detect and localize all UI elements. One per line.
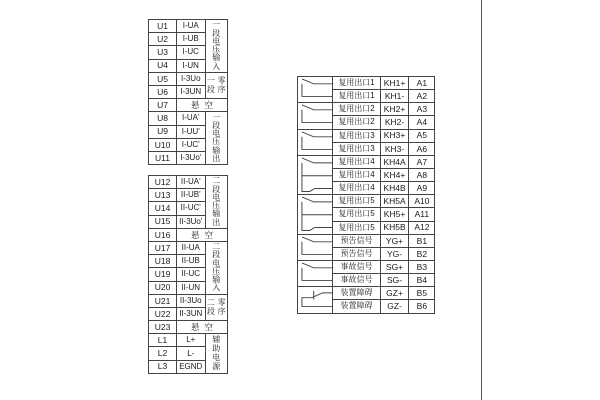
group-label-char: 辅 — [212, 335, 221, 345]
output-terminal-cell: KH3+ — [381, 130, 410, 143]
signal-name-cell: I-UN — [177, 60, 206, 73]
pin-id-cell: A4 — [409, 116, 435, 129]
group-label-char: 段 — [212, 250, 221, 260]
output-terminal-cell: GZ+ — [381, 287, 410, 300]
output-terminal-cell: KH4B — [381, 182, 410, 195]
signal-name-cell: II-UB — [177, 255, 206, 268]
terminal-id-cell: U18 — [149, 255, 177, 268]
pin-id-cell: B2 — [409, 248, 435, 261]
terminal-id-cell: U13 — [149, 189, 177, 202]
signal-name-cell: I-3Uo' — [177, 152, 206, 165]
group-label-char: 电 — [212, 258, 221, 268]
terminal-id-cell: U2 — [149, 33, 177, 46]
pin-id-cell: B6 — [409, 300, 435, 313]
output-terminal-cell: KH5A — [381, 195, 410, 208]
terminal-id-cell: U5 — [149, 73, 177, 86]
terminal-id-cell: U9 — [149, 126, 177, 139]
output-terminal-cell: YG+ — [381, 235, 410, 248]
output-name-cell: 复用出口5 — [333, 208, 380, 221]
normally-open-contact-icon — [298, 235, 332, 260]
voltage-terminal-table-2 — [148, 175, 228, 374]
signal-name-cell: II-UA — [177, 242, 206, 255]
normally-open-contact-icon — [298, 103, 332, 128]
contact-symbol-cell — [298, 195, 333, 234]
output-terminal-cell: KH1+ — [381, 77, 410, 90]
output-name-cell: 复用出口1 — [333, 90, 380, 103]
group-label-char: 入 — [212, 61, 221, 71]
terminal-id-cell: U23 — [149, 321, 177, 334]
output-name-cell: 预告信号 — [333, 235, 380, 248]
output-name-cell: 复用出口4 — [333, 169, 380, 182]
contact-symbol-cell — [298, 287, 333, 313]
group-label-char: 输 — [212, 53, 221, 63]
pin-id-cell: A12 — [409, 222, 435, 235]
terminal-id-cell: U22 — [149, 308, 177, 321]
terminal-id-cell: U15 — [149, 216, 177, 229]
signal-name-cell: I-UC — [177, 46, 206, 59]
output-terminal-cell: GZ- — [381, 300, 410, 313]
pin-id-cell: A11 — [409, 208, 435, 221]
group-label-char: 段 — [212, 28, 221, 38]
terminal-id-cell: U4 — [149, 60, 177, 73]
terminal-id-cell: U10 — [149, 139, 177, 152]
contact-symbol-cell — [298, 103, 333, 129]
normally-open-contact-icon — [298, 77, 332, 102]
pin-id-cell: B1 — [409, 235, 435, 248]
signal-name-cell: L+ — [177, 334, 206, 347]
terminal-id-cell: U7 — [149, 99, 177, 112]
group-description-label — [206, 73, 229, 99]
group-label-char: 输 — [212, 275, 221, 285]
pin-id-cell: B5 — [409, 287, 435, 300]
page-divider-line — [481, 0, 482, 400]
output-name-cell: 复用出口1 — [333, 77, 380, 90]
group-label-char: 输 — [212, 145, 221, 155]
terminal-id-cell: U17 — [149, 242, 177, 255]
output-name-cell: 复用出口2 — [333, 116, 380, 129]
group-label-char: 二 — [206, 297, 215, 307]
group-description-label — [206, 295, 229, 321]
output-name-cell: 复用出口5 — [333, 222, 380, 235]
group-label-char: 序 — [217, 85, 226, 95]
signal-name-cell: II-3Uo' — [177, 216, 206, 229]
output-name-cell: 复用出口3 — [333, 130, 380, 143]
output-terminal-cell: KH5B — [381, 222, 410, 235]
signal-name-cell: 悬空 — [177, 229, 228, 242]
group-description-label — [206, 176, 229, 229]
output-name-cell: 装置障碍 — [333, 300, 380, 313]
signal-name-cell: 悬空 — [177, 321, 228, 334]
group-description-label — [206, 334, 229, 374]
voltage-terminal-table-1 — [148, 19, 228, 165]
terminal-id-cell: U8 — [149, 112, 177, 125]
group-label-char: 电 — [212, 352, 221, 362]
signal-name-cell: II-UA' — [177, 176, 206, 189]
output-name-cell: 复用出口4 — [333, 182, 380, 195]
output-name-cell: 复用出口2 — [333, 103, 380, 116]
pin-id-cell: A7 — [409, 156, 435, 169]
signal-name-cell: II-UC — [177, 268, 206, 281]
terminal-id-cell: U14 — [149, 202, 177, 215]
group-label-char: 电 — [212, 36, 221, 46]
signal-name-cell: II-UN — [177, 282, 206, 295]
output-name-cell: 复用出口3 — [333, 143, 380, 156]
signal-name-cell: II-UC' — [177, 202, 206, 215]
group-label-char: 二 — [212, 242, 221, 252]
group-label-char: 出 — [212, 153, 221, 163]
terminal-id-cell: U1 — [149, 20, 177, 33]
contact-symbol-cell — [298, 235, 333, 261]
output-name-cell: 复用出口5 — [333, 195, 380, 208]
terminal-id-cell: U6 — [149, 86, 177, 99]
group-label-char: 零 — [217, 75, 226, 85]
pin-id-cell: A1 — [409, 77, 435, 90]
group-label-char: 段 — [206, 85, 215, 95]
output-name-cell: 事故信号 — [333, 261, 380, 274]
signal-name-cell: EGND — [177, 361, 206, 374]
pin-id-cell: A5 — [409, 130, 435, 143]
pin-id-cell: B3 — [409, 261, 435, 274]
group-label-char: 出 — [212, 217, 221, 227]
output-terminal-cell: KH4A — [381, 156, 410, 169]
signal-name-cell: I-UA' — [177, 112, 206, 125]
signal-name-cell: II-3UN — [177, 308, 206, 321]
signal-name-cell: I-3UN — [177, 86, 206, 99]
output-contact-table — [297, 76, 435, 314]
signal-name-cell: 悬空 — [177, 99, 228, 112]
output-terminal-cell: KH4+ — [381, 169, 410, 182]
normally-open-contact-icon — [298, 261, 332, 286]
output-terminal-cell: KH2- — [381, 116, 410, 129]
terminal-id-cell: U21 — [149, 295, 177, 308]
pin-id-cell: A9 — [409, 182, 435, 195]
output-terminal-cell: KH2+ — [381, 103, 410, 116]
output-terminal-cell: KH5+ — [381, 208, 410, 221]
signal-name-cell: I-UC' — [177, 139, 206, 152]
terminal-id-cell: L1 — [149, 334, 177, 347]
terminal-id-cell: U3 — [149, 46, 177, 59]
signal-name-cell: I-3Uo — [177, 73, 206, 86]
contact-symbol-cell — [298, 77, 333, 103]
signal-name-cell: I-UB — [177, 33, 206, 46]
signal-name-cell: II-3Uo — [177, 295, 206, 308]
signal-name-cell: I-UU' — [177, 126, 206, 139]
signal-name-cell: L- — [177, 347, 206, 360]
group-label-char: 压 — [212, 266, 221, 276]
group-label-char: 一 — [212, 112, 221, 122]
group-label-char: 压 — [212, 45, 221, 54]
terminal-id-cell: U20 — [149, 282, 177, 295]
output-terminal-cell: YG- — [381, 248, 410, 261]
terminal-id-cell: L2 — [149, 347, 177, 360]
group-label-char: 段 — [212, 184, 221, 194]
output-name-cell: 装置障碍 — [333, 287, 380, 300]
output-terminal-cell: SG- — [381, 274, 410, 287]
pin-id-cell: B4 — [409, 274, 435, 287]
signal-name-cell: I-UA — [177, 20, 206, 33]
group-label-char: 序 — [217, 307, 226, 317]
terminal-id-cell: U11 — [149, 152, 177, 165]
signal-name-cell: II-UB' — [177, 189, 206, 202]
terminal-id-cell: U19 — [149, 268, 177, 281]
group-description-label — [206, 20, 229, 73]
output-name-cell: 事故信号 — [333, 274, 380, 287]
group-label-char: 二 — [212, 176, 221, 186]
group-label-char: 压 — [212, 201, 221, 210]
group-label-char: 压 — [212, 137, 221, 147]
output-terminal-cell: KH1- — [381, 90, 410, 103]
normally-open-contact-icon — [298, 130, 332, 155]
group-label-char: 入 — [212, 283, 221, 293]
terminal-id-cell: L3 — [149, 361, 177, 374]
group-label-char: 电 — [212, 129, 221, 139]
contact-symbol-cell — [298, 261, 333, 287]
group-description-label — [206, 242, 229, 295]
contact-symbol-cell — [298, 156, 333, 195]
pin-id-cell: A2 — [409, 90, 435, 103]
changeover-contact-icon — [298, 156, 332, 194]
group-label-char: 源 — [212, 361, 221, 371]
group-label-char: 零 — [217, 297, 226, 307]
group-label-char: 段 — [206, 307, 215, 317]
changeover-contact-icon — [298, 195, 332, 233]
pin-id-cell: A8 — [409, 169, 435, 182]
pin-id-cell: A3 — [409, 103, 435, 116]
pin-id-cell: A10 — [409, 195, 435, 208]
contact-symbol-cell — [298, 130, 333, 156]
group-label-char: 助 — [212, 344, 221, 354]
terminal-id-cell: U12 — [149, 176, 177, 189]
output-terminal-cell: KH3- — [381, 143, 410, 156]
group-label-char: 一 — [212, 20, 221, 30]
terminal-id-cell: U16 — [149, 229, 177, 242]
group-label-char: 电 — [212, 192, 221, 202]
pin-id-cell: A6 — [409, 143, 435, 156]
group-description-label — [206, 112, 229, 165]
output-name-cell: 复用出口4 — [333, 156, 380, 169]
group-label-char: 段 — [212, 120, 221, 130]
output-terminal-cell: SG+ — [381, 261, 410, 274]
normally-closed-contact-icon — [298, 287, 332, 312]
group-label-char: 一 — [206, 75, 215, 85]
output-name-cell: 预告信号 — [333, 248, 380, 261]
group-label-char: 输 — [212, 209, 221, 219]
